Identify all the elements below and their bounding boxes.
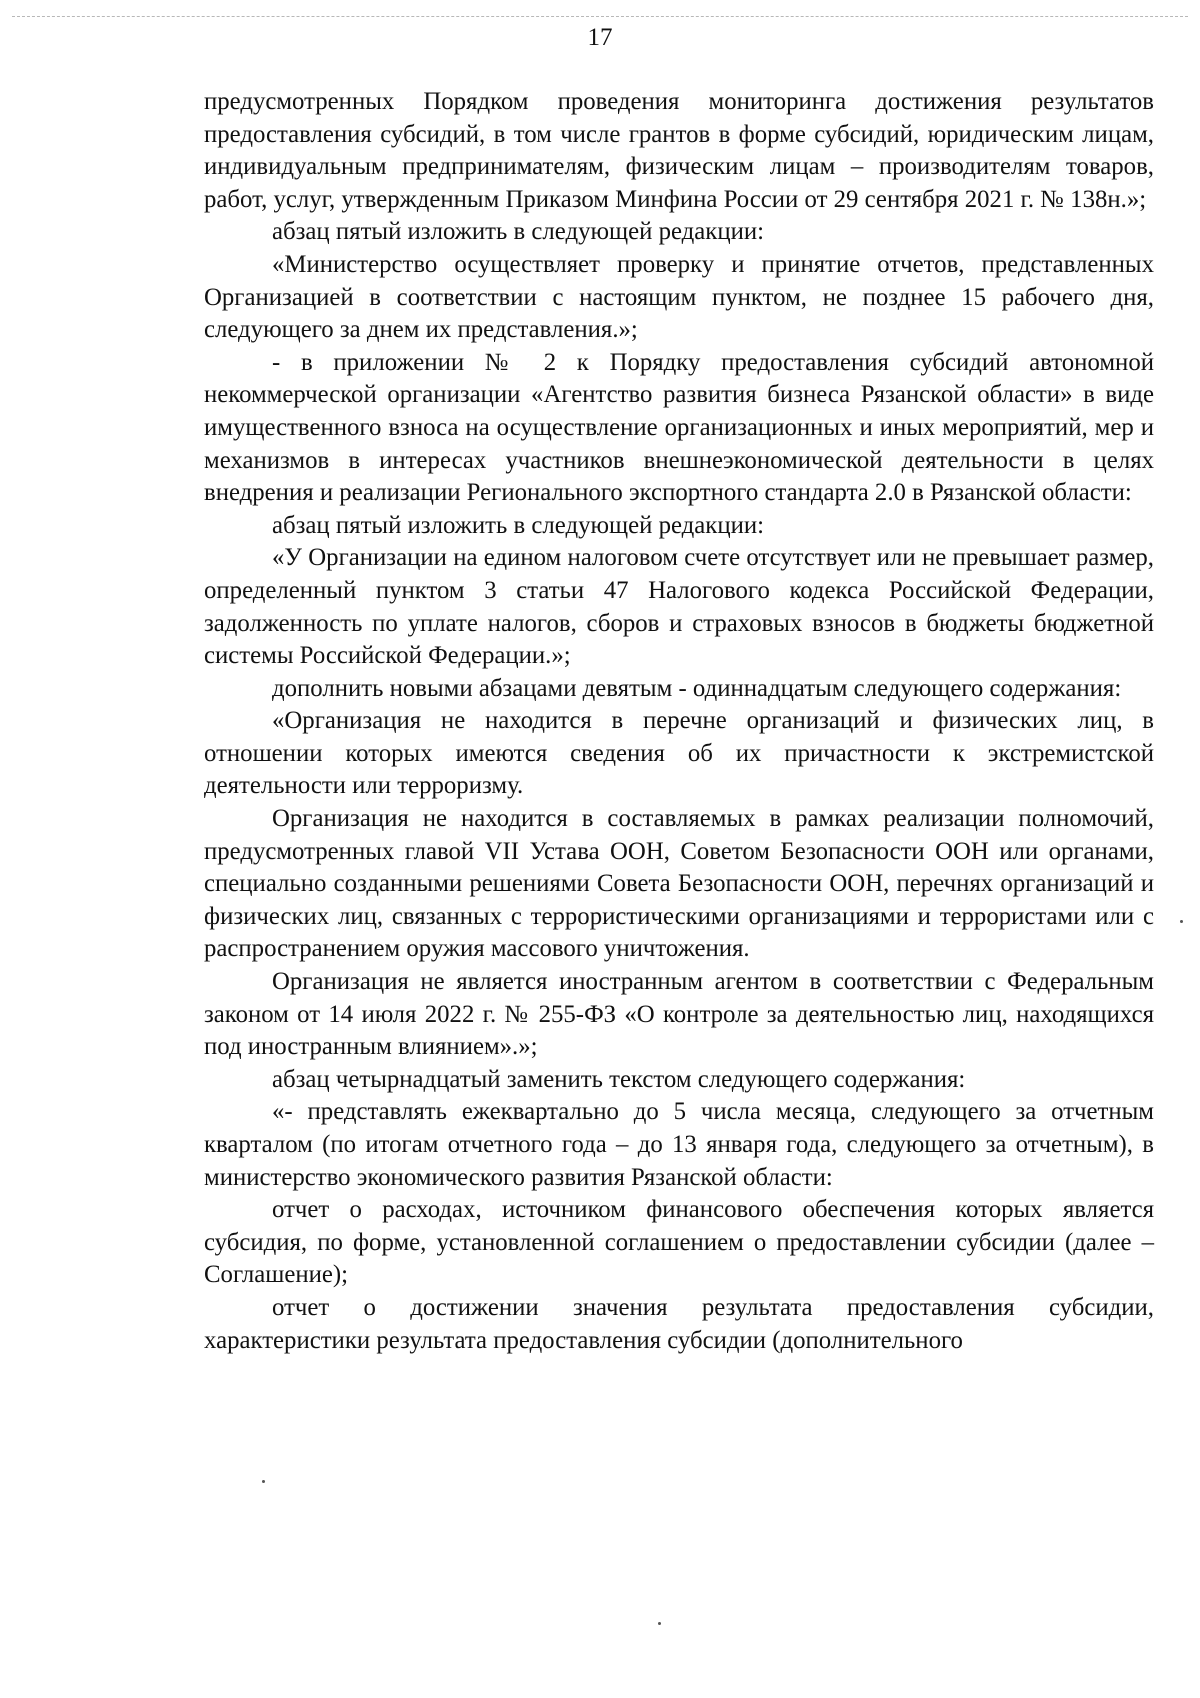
paragraph: абзац четырнадцатый заменить текстом следующего содержания: [272, 1065, 966, 1093]
scan-speck [262, 1480, 265, 1483]
scan-speck [1180, 920, 1183, 923]
paragraph: предусмотренных Порядком проведения мониторинга достижения результатов предоставления субсидий, в том числе грантов в форме субсидий, юридическим лицам, индивидуальным предпринимателям, физическим лицам – производителям товаров, работ, услуг, утвержденным Приказом Минфина России от 29 сентября 2021 г. № 138н.»; [204, 88, 1154, 213]
paragraph: «Организация не находится в перечне организаций и физических лиц, в отношении которых имеются сведения об их причастности к экстремистской деятельности или терроризму. [204, 707, 1154, 800]
scan-edge-line [12, 16, 1188, 17]
document-body [204, 86, 1154, 1357]
paragraph: «- представлять ежеквартально до 5 числа месяца, следующего за отчетным кварталом (по итогам отчетного года – до 13 января года, следующего за отчетным), в министерство экономического развития Рязанской области: [204, 1098, 1154, 1191]
paragraph: дополнить новыми абзацами девятым - одиннадцатым следующего содержания: [272, 674, 1122, 702]
paragraph: «Министерство осуществляет проверку и принятие отчетов, представленных Организацией в соответствии с настоящим пунктом, не позднее 15 рабочего дня, следующего за днем их представления.»; [204, 250, 1154, 344]
paragraph: отчет о достижении значения результата предоставления субсидии, характеристики результата предоставления субсидии (дополнительного [204, 1293, 1154, 1354]
paragraph: отчет о расходах, источником финансового обеспечения которых является субсидия, по форме, установленной соглашением о предоставлении субсидии (далее – Соглашение); [204, 1196, 1154, 1289]
scan-speck [658, 1622, 661, 1625]
paragraph: «У Организации на едином налоговом счете отсутствует или не превышает размер, определенный пунктом 3 статьи 47 Налогового кодекса Российской Федерации, задолженность по уплате налогов, сборов и страховых взносов в бюджеты бюджетной системы Российской Федерации.»; [204, 544, 1154, 670]
paragraph: Организация не является иностранным агентом в соответствии с Федеральным законом от 14 июля 2022 г. № 255-ФЗ «О контроле за деятельностью лиц, находящихся под иностранным влиянием».»; [204, 968, 1154, 1061]
page-number: 17 [587, 24, 613, 51]
paragraph: - в приложении № 2 к Порядку предоставления субсидий автономной некоммерческой организации «Агентство развития бизнеса Рязанской области» в виде имущественного взноса на осуществление организационных и иных мероприятий, мер и механизмов в интересах участников внешнеэкономической деятельности в целях внедрения и реализации Регионального экспортного стандарта 2.0 в Рязанской области: [204, 348, 1154, 507]
paragraph: абзац пятый изложить в следующей редакции: [272, 511, 765, 539]
paragraph: Организация не находится в составляемых в рамках реализации полномочий, предусмотренных главой VII Устава ООН, Советом Безопасности ООН или органами, специально созданными решениями Совета Безопасности ООН, перечнях организаций и физических лиц, связанных с террористическими организациями и террористами или с распространением оружия массового уничтожения. [204, 805, 1154, 963]
paragraph: абзац пятый изложить в следующей редакции: [272, 218, 765, 246]
